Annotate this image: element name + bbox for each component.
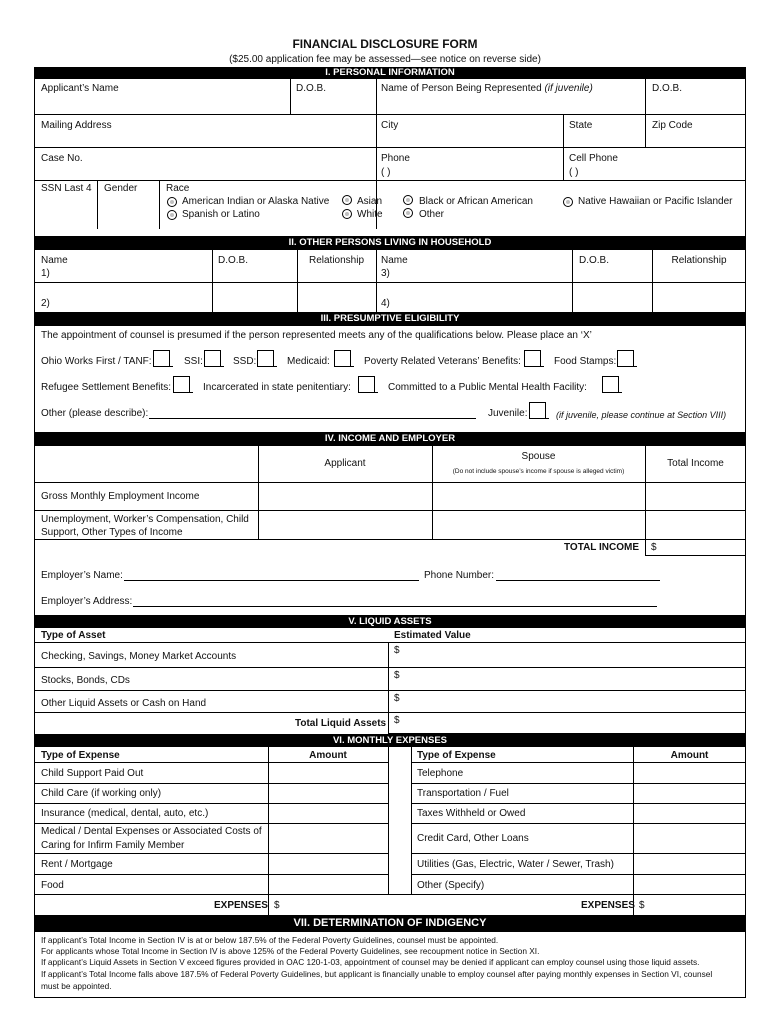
divider [633, 366, 637, 367]
household-rel-header: Relationship [308, 255, 365, 266]
divider [411, 874, 746, 875]
section-1-header: I. PERSONAL INFORMATION [34, 67, 746, 79]
expense-item: Telephone [417, 768, 464, 779]
gross-income-label: Gross Monthly Employment Income [41, 491, 200, 502]
expense-item: Rent / Mortgage [41, 859, 113, 870]
incarcerated-label: Incarcerated in state penitentiary: [203, 382, 351, 393]
asset-value-dollar[interactable]: $ [394, 645, 400, 656]
represented-name-field[interactable]: Name of Person Being Represented (if juvenile) [381, 83, 593, 94]
divider [34, 997, 746, 998]
form-left-border [34, 67, 35, 997]
section-2-header: II. OTHER PERSONS LIVING IN HOUSEHOLD [34, 236, 746, 250]
expense-item: Child Support Paid Out [41, 768, 144, 779]
divider [34, 894, 746, 895]
asset-value-dollar[interactable]: $ [394, 670, 400, 681]
expense-item: Other (Specify) [417, 880, 485, 891]
race-label: Race [166, 183, 190, 194]
divider [189, 392, 193, 393]
expense-item: Food [41, 880, 64, 891]
eligibility-intro: The appointment of counsel is presumed if the person represented meets any of the qualifications below. Please place an ‘X’ [41, 330, 592, 341]
race-radio-american-indian[interactable] [167, 197, 177, 207]
divider [411, 747, 412, 894]
divider [388, 747, 389, 894]
race-radio-black[interactable] [403, 195, 413, 205]
employer-address-label: Employer’s Address: [41, 596, 133, 607]
expenses-total-dollar[interactable]: $ [639, 900, 645, 911]
asset-type-header: Type of Asset [41, 630, 106, 641]
divider [34, 874, 388, 875]
expense-type-header: Type of Expense [41, 750, 120, 761]
total-income-label: TOTAL INCOME [564, 542, 639, 553]
divider [34, 712, 746, 713]
cell-area-code: ( ) [569, 167, 579, 178]
expenses-total-label: EXPENSES [581, 900, 635, 911]
divider [169, 366, 173, 367]
food-stamps-checkbox[interactable] [617, 350, 634, 367]
employer-phone-input[interactable] [496, 580, 660, 581]
applicant-dob-field[interactable]: D.O.B. [296, 83, 327, 94]
state-field[interactable]: State [569, 120, 593, 131]
divider [34, 783, 388, 784]
expense-item: Child Care (if working only) [41, 788, 162, 799]
divider [34, 282, 746, 283]
divider [212, 250, 213, 312]
employer-phone-label: Phone Number: [424, 570, 495, 581]
expense-item: Insurance (medical, dental, auto, etc.) [41, 808, 209, 819]
divider [159, 180, 160, 229]
divider [220, 366, 224, 367]
race-option-label: Black or African American [419, 196, 533, 207]
divider [34, 803, 388, 804]
divider [540, 366, 544, 367]
household-name-header: Name [41, 255, 68, 266]
race-option-label: Spanish or Latino [182, 209, 260, 220]
divider [374, 392, 378, 393]
veterans-label: Poverty Related Veterans’ Benefits: [364, 356, 521, 367]
total-liquid-assets-label: Total Liquid Assets [295, 718, 387, 729]
asset-value-header: Estimated Value [394, 630, 471, 641]
medicaid-label: Medicaid: [287, 356, 330, 367]
total-income-dollar[interactable]: $ [651, 542, 657, 553]
employer-name-input[interactable] [124, 580, 419, 581]
juvenile-note: (if juvenile, please continue at Section VIII) [556, 410, 727, 420]
divider [34, 853, 388, 854]
divider [572, 250, 573, 312]
incarcerated-checkbox[interactable] [358, 376, 375, 393]
household-row-4[interactable]: 4) [381, 298, 390, 309]
asset-value-dollar[interactable]: $ [394, 693, 400, 704]
expenses-total-label: EXPENSES [214, 900, 268, 911]
asset-row-label: Other Liquid Assets or Cash on Hand [41, 698, 207, 709]
divider [34, 642, 746, 643]
expense-item: Credit Card, Other Loans [417, 833, 529, 844]
indigency-line: For applicants whose Total Income in Section IV is above 125% of the Federal Poverty Guidelines, see recoupment notice in Section XI. [41, 946, 540, 956]
divider [34, 667, 746, 668]
indigency-line: If applicant’s Total Income in Section IV is at or below 187.5% of the Federal Poverty Guidelines, counsel must be appointed. [41, 935, 499, 945]
refugee-label: Refugee Settlement Benefits: [41, 382, 172, 393]
divider [34, 180, 746, 181]
divider [34, 114, 746, 115]
committed-checkbox[interactable] [602, 376, 619, 393]
indigency-line: must be appointed. [41, 981, 112, 991]
divider [411, 762, 746, 763]
refugee-checkbox[interactable] [173, 376, 190, 393]
income-spouse-note: (Do not include spouse’s income if spouse is alleged victim) [452, 468, 625, 475]
phone-field[interactable]: Phone [381, 153, 410, 164]
city-field[interactable]: City [381, 120, 399, 131]
divider [268, 747, 269, 915]
expense-item: Caring for Infirm Family Member [41, 840, 185, 851]
race-radio-white[interactable] [342, 209, 352, 219]
ssn-field[interactable]: SSN Last 4 [41, 183, 92, 194]
expense-amount-header: Amount [309, 750, 347, 761]
mailing-address-field[interactable]: Mailing Address [41, 120, 112, 131]
race-option-label: Asian [357, 196, 383, 207]
divider [618, 392, 622, 393]
expense-type-header: Type of Expense [417, 750, 496, 761]
zip-field[interactable]: Zip Code [652, 120, 693, 131]
income-total-header: Total Income [667, 458, 724, 469]
household-rel-header: Relationship [671, 255, 727, 266]
form-title: FINANCIAL DISCLOSURE FORM [292, 37, 478, 51]
expense-item: Transportation / Fuel [417, 788, 509, 799]
other-income-label: Unemployment, Worker’s Compensation, Child [41, 514, 249, 525]
divider [34, 762, 388, 763]
race-radio-other[interactable] [403, 208, 413, 218]
divider [290, 79, 291, 114]
gender-field[interactable]: Gender [104, 183, 138, 194]
committed-label: Committed to a Public Mental Health Facility: [388, 382, 587, 393]
section-3-header: III. PRESUMPTIVE ELIGIBILITY [34, 312, 746, 326]
indigency-line: If applicant’s Total Income falls above 187.5% of Federal Poverty Guidelines, but applicant is financially unable to employ counsel after paying monthly expenses in Section VI, counsel [41, 969, 713, 979]
divider [633, 747, 634, 915]
divider [411, 853, 746, 854]
other-describe-input[interactable] [149, 418, 476, 419]
employer-address-input[interactable] [133, 606, 657, 607]
household-row-3[interactable]: 3) [381, 268, 390, 279]
total-liquid-assets-dollar[interactable]: $ [394, 715, 400, 726]
veterans-checkbox[interactable] [524, 350, 541, 367]
expense-item: Medical / Dental Expenses or Associated Costs of [41, 826, 262, 837]
divider [97, 180, 98, 229]
ssi-label: SSI: [184, 356, 203, 367]
medicaid-checkbox[interactable] [334, 350, 351, 367]
owf-label: Ohio Works First / TANF: [41, 356, 152, 367]
case-number-field[interactable]: Case No. [41, 153, 83, 164]
divider [34, 823, 388, 824]
divider [411, 823, 746, 824]
divider [34, 445, 746, 446]
section-7-header: VII. DETERMINATION OF INDIGENCY [34, 915, 746, 932]
juvenile-checkbox[interactable] [529, 402, 546, 419]
ssd-checkbox[interactable] [257, 350, 274, 367]
applicant-name-field[interactable]: Applicant’s Name [41, 83, 119, 94]
divider [376, 250, 377, 312]
divider [273, 366, 277, 367]
divider [34, 482, 746, 483]
race-option-label: Native Hawaiian or Pacific Islander [578, 196, 733, 207]
section-4-header: IV. INCOME AND EMPLOYER [34, 432, 746, 445]
race-option-label: Other [419, 209, 445, 220]
owf-checkbox[interactable] [153, 350, 170, 367]
household-row-2[interactable]: 2) [41, 298, 50, 309]
section-6-header: VI. MONTHLY EXPENSES [34, 734, 746, 747]
juvenile-label: Juvenile: [488, 408, 528, 419]
race-radio-asian[interactable] [342, 195, 352, 205]
divider [34, 690, 746, 691]
race-option-label: American Indian or Alaska Native [182, 196, 330, 207]
divider [34, 539, 746, 540]
section-5-header: V. LIQUID ASSETS [34, 615, 746, 628]
asset-row-label: Stocks, Bonds, CDs [41, 675, 130, 686]
divider [388, 642, 389, 733]
household-name-header: Name [381, 255, 408, 266]
race-option-label: White [357, 209, 383, 220]
divider [34, 147, 746, 148]
asset-row-label: Checking, Savings, Money Market Accounts [41, 651, 237, 662]
income-spouse-header: Spouse [521, 451, 556, 462]
expenses-total-dollar[interactable]: $ [274, 900, 280, 911]
other-income-label-2: Support, Other Types of Income [41, 527, 183, 538]
divider [545, 418, 549, 419]
employer-name-label: Employer’s Name: [41, 570, 123, 581]
expense-item: Utilities (Gas, Electric, Water / Sewer, Trash) [417, 859, 614, 870]
divider [411, 783, 746, 784]
race-radio-spanish[interactable] [167, 210, 177, 220]
income-applicant-header: Applicant [324, 458, 366, 469]
divider [645, 79, 646, 114]
race-radio-hawaiian[interactable] [563, 197, 573, 207]
divider [645, 555, 746, 556]
indigency-line: If applicant’s Liquid Assets in Section V exceed figures provided in OAC 120-1-03, appointment of counsel may be denied if applicant can employ counsel using those liquid assets. [41, 957, 700, 967]
other-describe-label: Other (please describe): [41, 408, 149, 419]
divider [645, 114, 646, 147]
expense-amount-header: Amount [670, 750, 709, 761]
household-row-1[interactable]: 1) [41, 268, 50, 279]
food-stamps-label: Food Stamps: [554, 356, 617, 367]
household-dob-header: D.O.B. [579, 255, 610, 266]
expense-item: Taxes Withheld or Owed [417, 808, 526, 819]
cell-phone-field[interactable]: Cell Phone [569, 153, 618, 164]
ssd-label: SSD: [233, 356, 257, 367]
ssi-checkbox[interactable] [204, 350, 221, 367]
divider [350, 366, 354, 367]
household-dob-header: D.O.B. [218, 255, 249, 266]
divider [34, 510, 746, 511]
divider [411, 803, 746, 804]
represented-dob-field[interactable]: D.O.B. [652, 83, 683, 94]
form-right-border [745, 67, 746, 997]
form-subtitle: ($25.00 application fee may be assessed—see notice on reverse side) [229, 54, 541, 65]
phone-area-code: ( ) [381, 167, 391, 178]
